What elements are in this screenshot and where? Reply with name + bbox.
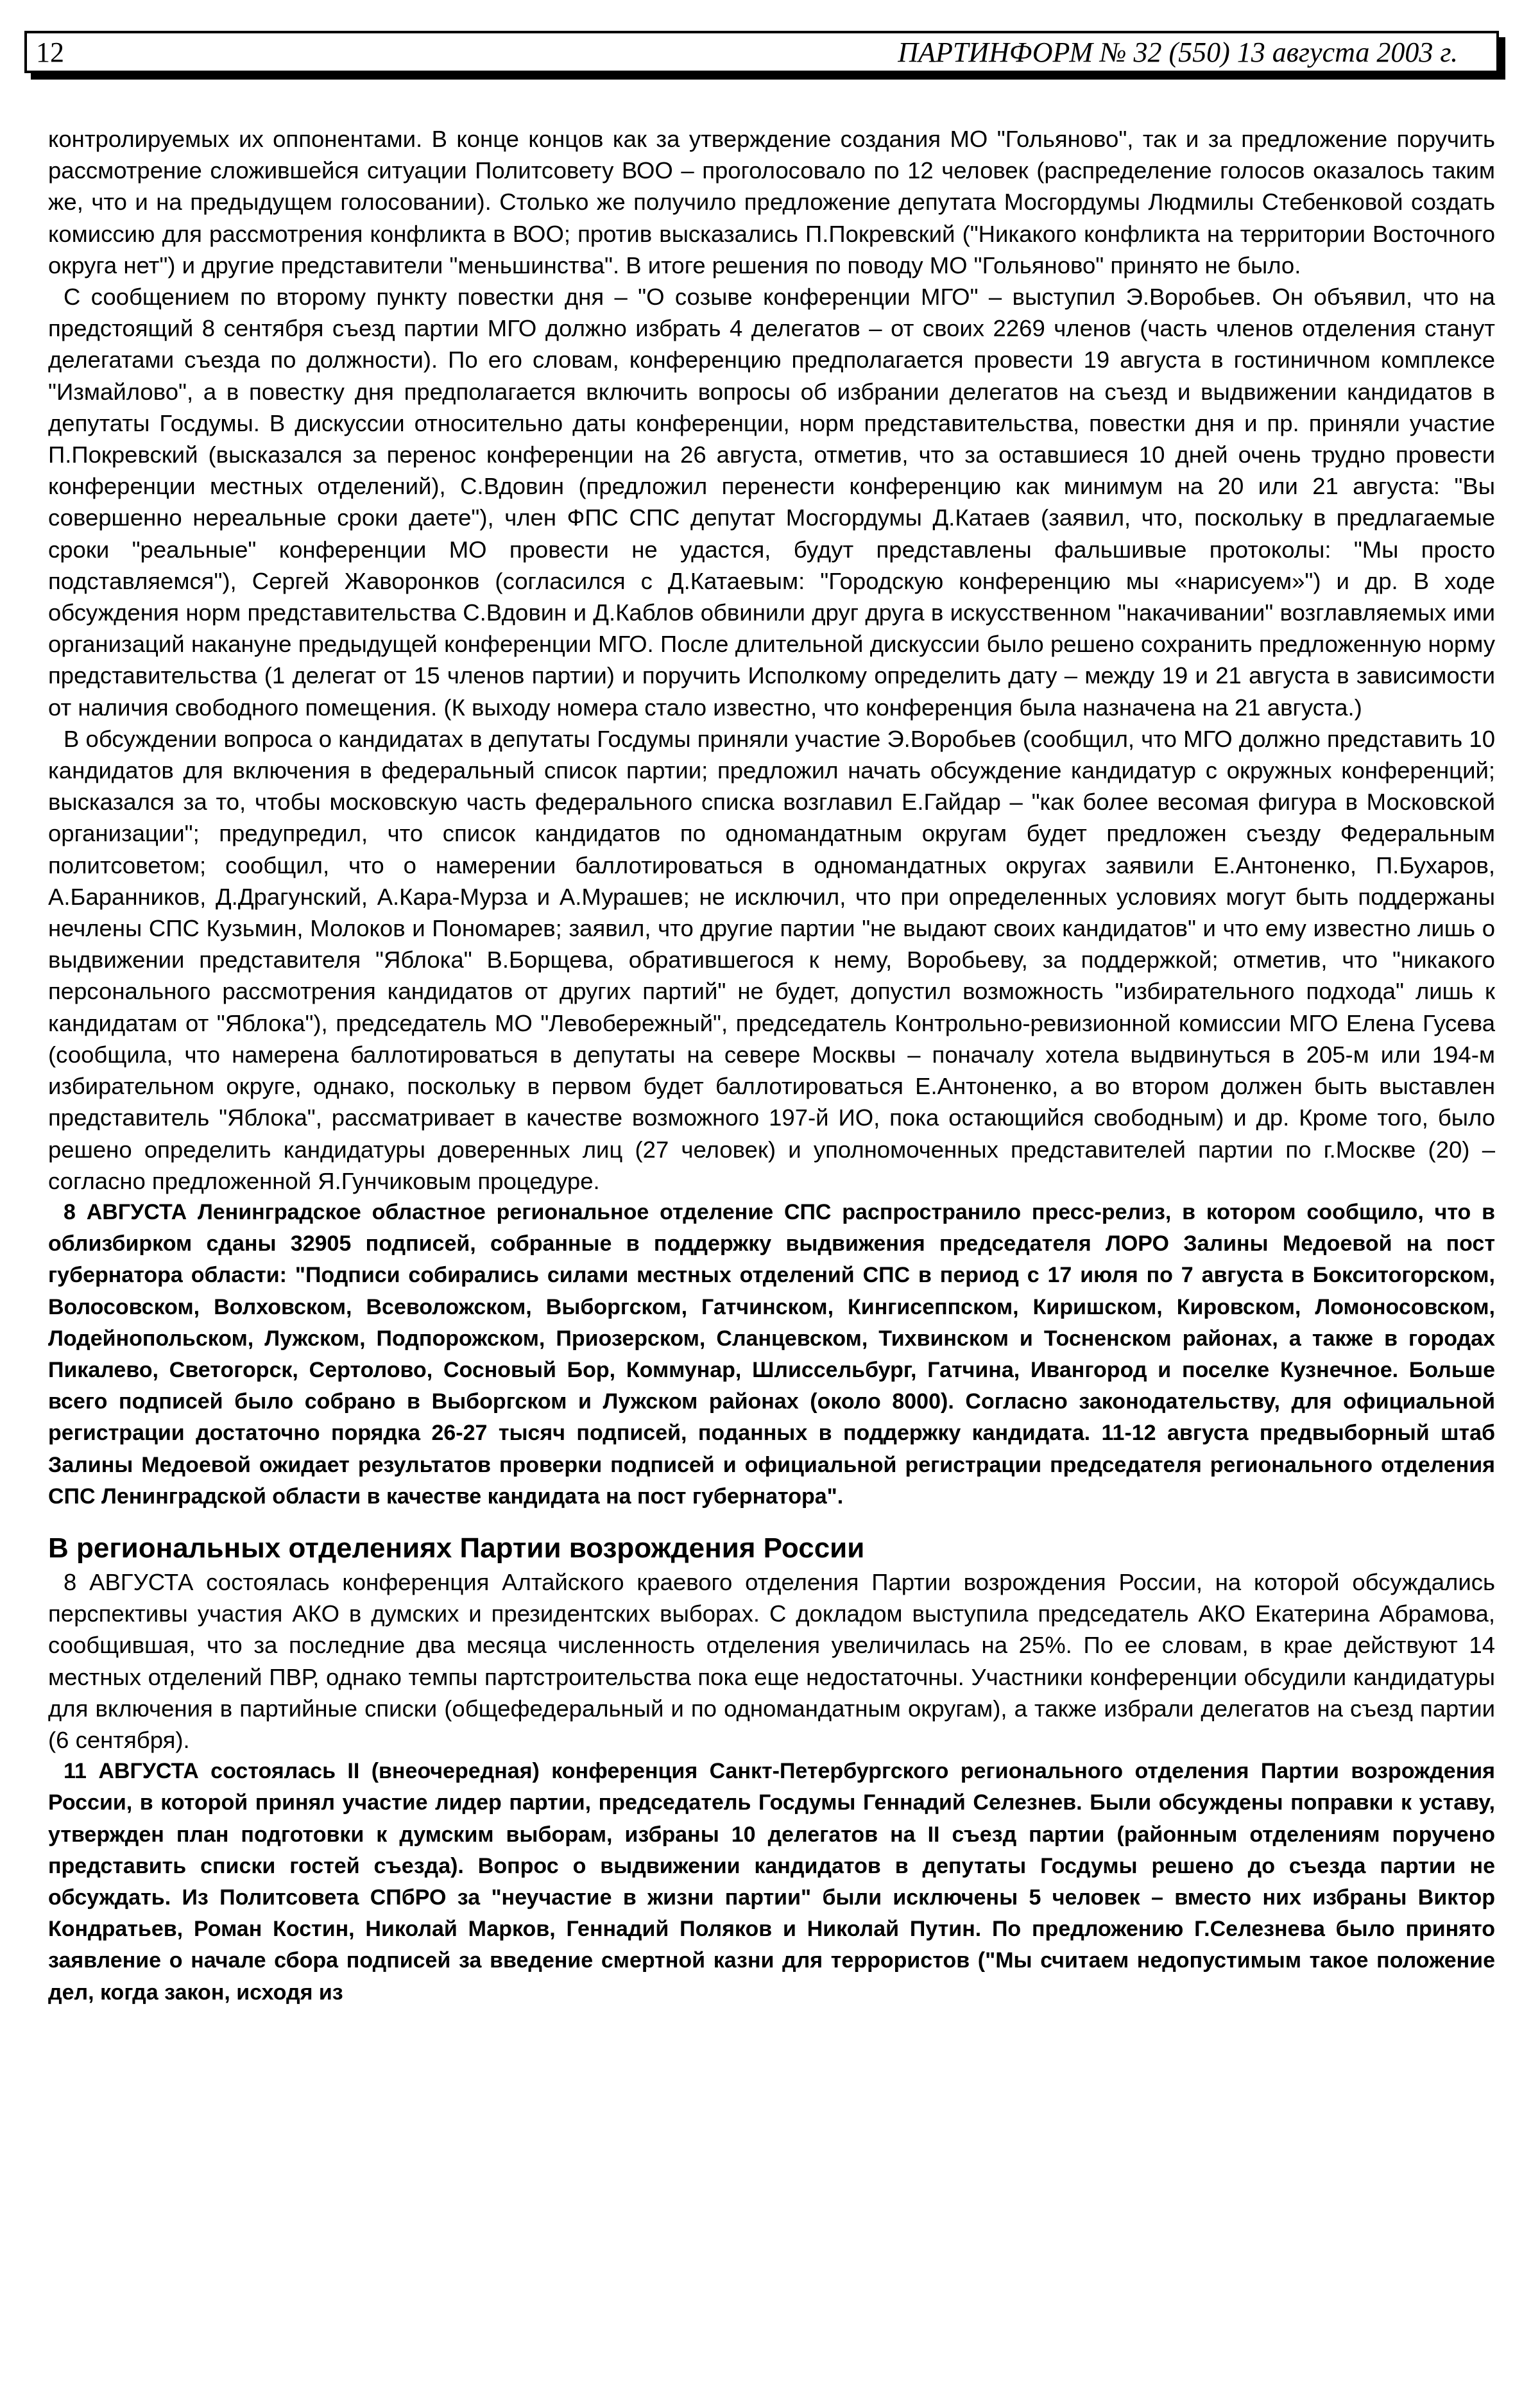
paragraph: 8 АВГУСТА состоялась конференция Алтайского краевого отделения Партии возрождения России, на которой обсуждались перспективы участия АКО в думских и президентских выборах. С докладом выступила председатель АКО Екатерина Абрамова, сообщившая, что за последние два месяца численность отделения увеличилась на 25%. По ее словам, в крае действуют 14 местных отделений ПВР, однако темпы партстроительства пока еще недостаточны. Участники конференции обсудили кандидатуры для включения в партийные списки (общефедеральный и по одномандатным округам), а также избрали делегатов на съезд партии (6 сентября).	[48, 1568, 1495, 1753]
paragraph: В обсуждении вопроса о кандидатах в депутаты Госдумы приняли участие Э.Воробьев (сообщил, что МГО должно представить 10 кандидатов для включения в федеральный список партии; предложил начать обсуждение кандидатур с окружных конференций; высказался за то, чтобы московскую часть федерального списка возглавил Е.Гайдар – "как более весомая фигура в Московской организации"; предупредил, что список кандидатов по одномандатным округам будет предложен съезду Федеральным политсоветом; сообщил, что о намерении баллотироваться в одномандатных округах заявили Е.Антоненко, П.Бухаров, А.Баранников, Д.Драгунский, А.Кара-Мурза и А.Мурашев; не исключил, что при определенных условиях могут быть поддержаны нечлены СПС Кузьмин, Молоков и Пономарев; заявил, что другие партии "не выдают своих кандидатов" и что ему известно лишь о выдвижении представителя "Яблока" В.Борщева, обратившегося к нему, Воробьеву, за поддержкой; отметив, что "никакого персонального рассмотрения кандидатов от других партий" не будет, допустил возможность "избирательного подхода" лишь к кандидатам от "Яблока"), председатель МО "Левобережный", председатель Контрольно-ревизионной комиссии МГО Елена Гусева (сообщила, что намерена баллотироваться в депутаты на севере Москвы – поначалу хотела выдвинуться в 205-м или 194-м избирательном округе, однако, поскольку в первом будет баллотироваться Е.Антоненко, а во втором должен быть выставлен представитель "Яблока", рассматривает в качестве возможного 197-й ИО, пока остающийся свободным) и др. Кроме того, было решено определить кандидатуры доверенных лиц (27 человек) и уполномоченных представителей партии по г.Москве (20) – согласно предложенной Я.Гунчиковым процедуре.	[48, 725, 1495, 1194]
paragraph: контролируемых их оппонентами. В конце концов как за утверждение создания МО "Гольяново", так и за предложение поручить рассмотрение сложившейся ситуации Политсовету ВОО – проголосовало по 12 человек (распределение голосов оказалось таким же, что и на предыдущем голосовании). Столько же получило предложение депутата Мосгордумы Людмилы Стебенковой создать комиссию для рассмотрения конфликта в ВОО; против высказались П.Покревский ("Никакого конфликта на территории Восточного округа нет") и другие представители "меньшинства". В итоге решения по поводу МО "Гольяново" принято не было.	[48, 126, 1495, 278]
article-body	[48, 123, 1495, 2009]
news-item-bold: 8 АВГУСТА Ленинградское областное региональное отделение СПС распространило пресс-релиз, в котором сообщило, что в облизбирком сданы 32905 подписей, собранные в поддержку выдвижения председателя ЛОРО Залины Медоевой на пост губернатора области: "Подписи собирались силами местных отделений СПС в период с 17 июля по 7 августа в Бокситогорском, Волосовском, Волховском, Всеволожском, Выборгском, Гатчинском, Кингисеппском, Киришском, Кировском, Ломоносовском, Лодейнопольском, Лужском, Подпорожском, Приозерском, Сланцевском, Тихвинском и Тосненском районах, а также в городах Пикалево, Светогорск, Сертолово, Сосновый Бор, Коммунар, Шлиссельбург, Гатчина, Ивангород и поселке Кузнечное. Больше всего подписей было собрано в Выборгском и Лужском районах (около 8000). Согласно законодательству, для официальной регистрации достаточно порядка 26-27 тысяч подписей, поданных в поддержку кандидата. 11-12 августа предвыборный штаб Залины Медоевой ожидает результатов проверки подписей и официальной регистрации председателя регионального отделения СПС Ленинградской области в качестве кандидата на пост губернатора".	[48, 1199, 1495, 1509]
page-number: 12	[36, 37, 64, 68]
paragraph: С сообщением по второму пункту повестки дня – "О созыве конференции МГО" – выступил Э.Воробьев. Он объявил, что на предстоящий 8 сентября съезд партии МГО должно избрать 4 делегатов – от своих 2269 членов (часть членов отделения станут делегатами съезда по должности). По его словам, конференцию предполагается провести 19 августа в гостиничном комплексе "Измайлово", а в повестку дня предполагается включить вопросы об избрании делегатов на съезд и выдвижении кандидатов в депутаты Госдумы. В дискуссии относительно даты конференции, норм представительства, повестки дня и пр. приняли участие П.Покревский (высказался за перенос конференции на 26 августа, отметив, что за оставшиеся 10 дней очень трудно провести конференции местных отделений), С.Вдовин (предложил перенести конференцию как минимум на 20 или 21 августа: "Вы совершенно нереальные сроки даете"), член ФПС СПС депутат Мосгордумы Д.Катаев (заявил, что, поскольку в предлагаемые сроки "реальные" конференции МО провести не удастся, будут представлены фальшивые протоколы: "Мы просто подставляемся"), Сергей Жаворонков (согласился с Д.Катаевым: "Городскую конференцию мы «нарисуем»") и др. В ходе обсуждения норм представительства С.Вдовин и Д.Каблов обвинили друг друга в искусственном "накачивании" возглавляемых ими организаций накануне предыдущей конференции МГО. После длительной дискуссии было решено сохранить предложенную норму представительства (1 делегат от 15 членов партии) и поручить Исполкому определить дату – между 19 и 21 августа в зависимости от наличия свободного помещения. (К выходу номера стало известно, что конференция была назначена на 21 августа.)	[48, 284, 1495, 721]
section-heading: В региональных отделениях Партии возрождения России	[48, 1532, 865, 1564]
issue-title: ПАРТИНФОРМ № 32 (550) 13 августа 2003 г.	[898, 37, 1458, 68]
page-header	[24, 31, 1499, 73]
news-item-bold: 11 АВГУСТА состоялась II (внеочередная) конференция Санкт-Петербургского регионального отделения Партии возрождения России, в которой принял участие лидер партии, председатель Госдумы Геннадий Селезнев. Были обсуждены поправки к уставу, утвержден план подготовки к думским выборам, избраны 10 делегатов на II съезд партии (районным отделениям поручено представить списки гостей съезда). Вопрос о выдвижении кандидатов в депутаты Госдумы решено до съезда партии не обсуждать. Из Политсовета СПбРО за "неучастие в жизни партии" были исключены 5 человек – вместо них избраны Виктор Кондратьев, Роман Костин, Николай Марков, Геннадий Поляков и Николай Путин. По предложению Г.Селезнева было принято заявление о начале сбора подписей за введение смертной казни для террористов ("Мы считаем недопустимым такое положение дел, когда закон, исходя из	[48, 1759, 1495, 2005]
